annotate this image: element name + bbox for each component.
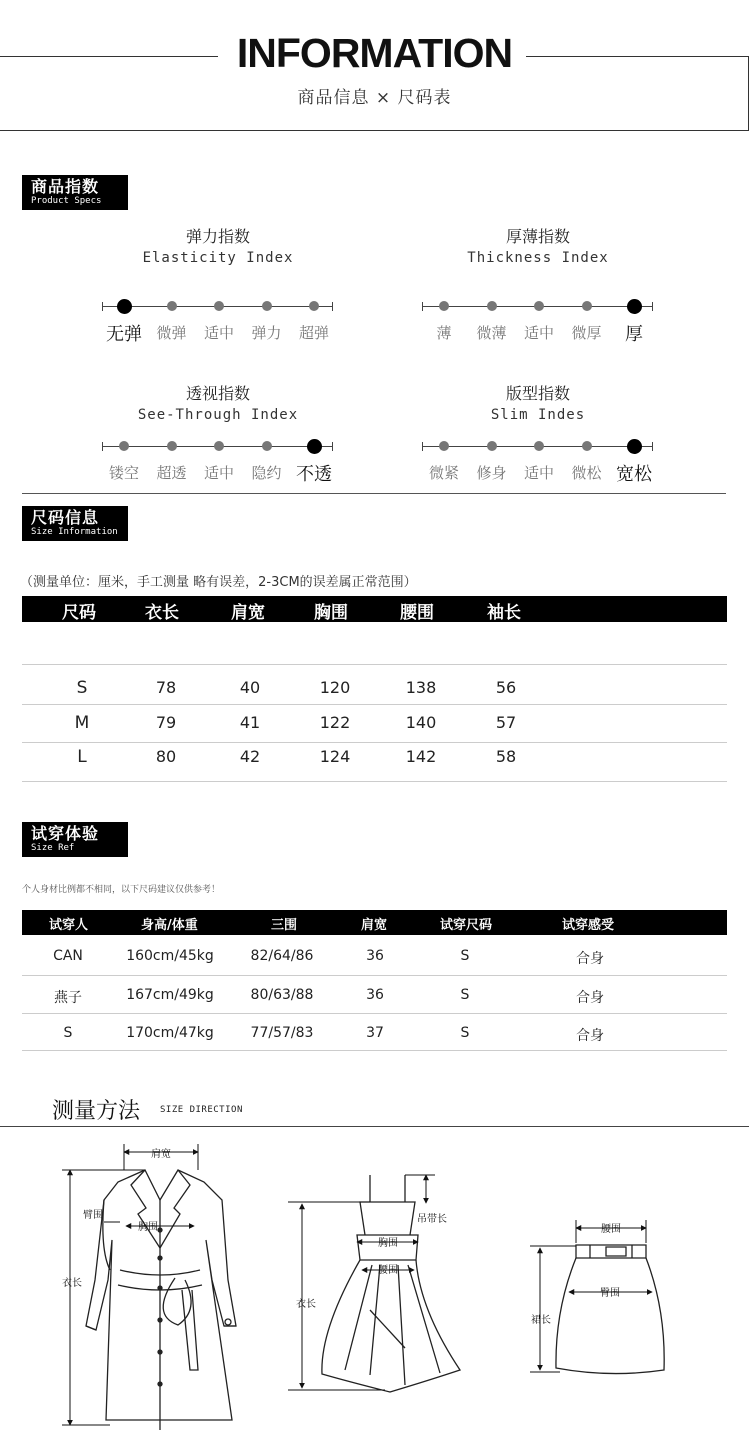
size-cell-value: 41 [239, 713, 261, 732]
tryon-cell: 160cm/45kg [126, 948, 214, 964]
tryon-cell: 36 [366, 987, 384, 1003]
index-dot [309, 301, 319, 311]
page-subtitle: 商品信息 × 尺码表 [297, 88, 452, 108]
tryon-cell: S [460, 987, 470, 1003]
index-dot [487, 441, 497, 451]
table-row-divider [22, 704, 727, 705]
table-row-divider [22, 1013, 727, 1014]
index-scale-label: 不透 [296, 464, 332, 485]
coat-length-label: 衣长 [62, 1278, 82, 1289]
table-row-divider [22, 781, 727, 782]
index-scale-label: 微厚 [571, 324, 602, 342]
section-subtitle: Size Ref [31, 843, 75, 853]
index-dot [214, 441, 224, 451]
tryon-cell: 合身 [576, 1028, 604, 1044]
coat-chest-label: 胸围 [138, 1222, 158, 1233]
index-dot [167, 441, 177, 451]
size-cell-value: 58 [495, 747, 517, 766]
index-scale-tick [652, 442, 653, 451]
index-dot-selected [627, 299, 642, 314]
index-scale-tick [332, 302, 333, 311]
tryon-cell: S [460, 948, 470, 964]
index-scale-label: 修身 [476, 464, 507, 482]
size-cell-value: 56 [495, 678, 517, 697]
section-badge-tryon [22, 822, 128, 857]
index-dot [119, 441, 129, 451]
tryon-header-cell: 肩宽 [361, 918, 388, 933]
index-scale-label: 微弹 [156, 324, 187, 342]
index-dot [534, 301, 544, 311]
index-scale-label: 宽松 [616, 464, 652, 485]
size-cell-label: L [77, 747, 87, 767]
size-cell-value: 57 [495, 713, 517, 732]
index-title-en: Elasticity Index [142, 250, 294, 266]
index-scale-label: 适中 [203, 464, 234, 482]
index-title-en: Thickness Index [467, 250, 609, 266]
index-title: 厚薄指数 [505, 227, 570, 246]
tryon-cell: 合身 [576, 990, 604, 1006]
table-row-divider [22, 742, 727, 743]
size-cell-value: 42 [239, 747, 261, 766]
index-title: 版型指数 [505, 384, 570, 403]
index-scale-label: 微紧 [428, 464, 459, 482]
index-title: 透视指数 [185, 384, 250, 403]
index-scale-label: 适中 [203, 324, 234, 342]
index-scale-tick [422, 442, 423, 451]
tryon-cell: 170cm/47kg [126, 1025, 214, 1041]
skirt-diagram [556, 1245, 664, 1374]
index-scale-label: 薄 [436, 324, 452, 342]
size-cell-value: 120 [319, 678, 351, 697]
index-scale-tick [102, 442, 103, 451]
dress-length-label: 衣长 [296, 1299, 316, 1310]
tryon-cell: 燕子 [54, 990, 82, 1006]
tryon-header-cell: 试穿尺码 [440, 918, 493, 933]
section-divider [22, 493, 726, 494]
size-cell-value: 122 [319, 713, 351, 732]
index-scale-tick [332, 442, 333, 451]
coat-shoulder-label: 肩宽 [151, 1149, 171, 1160]
tryon-note: 个人身材比例都不相同，以下尺码建议仅供参考！ [22, 885, 221, 895]
index-scale-label: 适中 [523, 324, 554, 342]
size-cell-value: 124 [319, 747, 351, 766]
index-title-en: See-Through Index [137, 407, 299, 423]
skirt-length-label: 裙长 [531, 1315, 551, 1326]
page-title: INFORMATION [236, 30, 513, 76]
measure-diagrams [0, 1130, 749, 1440]
index-dot-selected [117, 299, 132, 314]
index-scale-label: 适中 [523, 464, 554, 482]
dress-chest-label: 胸围 [378, 1238, 398, 1249]
tryon-cell: 37 [366, 1025, 384, 1041]
index-scale-tick [652, 302, 653, 311]
tryon-table-header [22, 910, 727, 935]
size-header-cell: 尺码 [62, 603, 96, 623]
table-row-divider [22, 1050, 727, 1051]
section-title: 商品指数 [31, 177, 100, 196]
size-cell-value: 80 [155, 747, 177, 766]
skirt-measures [530, 1220, 652, 1372]
size-cell-value: 142 [405, 747, 437, 766]
dress-strap-label: 吊带长 [417, 1214, 447, 1225]
table-row-divider [22, 975, 727, 976]
tryon-header-cell: 试穿人 [49, 918, 89, 933]
index-scale-label: 微薄 [476, 324, 507, 342]
index-scale-label: 超弹 [298, 324, 329, 342]
index-dot-selected [627, 439, 642, 454]
section-subtitle: Product Specs [31, 196, 102, 206]
tryon-cell: 合身 [576, 951, 604, 967]
section-badge-size [22, 506, 128, 541]
index-dot [582, 301, 592, 311]
size-header-cell: 腰围 [400, 603, 434, 623]
coat-arm-label: 臂围 [83, 1210, 103, 1221]
header-rule-bottom [0, 130, 749, 131]
size-note: （测量单位：厘米，手工测量 略有误差，2-3CM的误差属正常范围） [20, 575, 417, 590]
tryon-cell: CAN [53, 948, 83, 964]
index-scale-label: 厚 [625, 324, 643, 345]
size-cell-value: 78 [155, 678, 177, 697]
tryon-cell: 36 [366, 948, 384, 964]
dress-diagram [322, 1175, 460, 1392]
measure-rule [0, 1126, 749, 1127]
table-row-divider [22, 664, 727, 665]
size-cell-label: M [74, 713, 90, 733]
index-dot [487, 301, 497, 311]
index-scale-label: 弹力 [251, 324, 282, 342]
index-scale-label: 超透 [156, 464, 187, 482]
index-scale-label: 无弹 [106, 324, 142, 345]
index-dot-selected [307, 439, 322, 454]
size-cell-value: 140 [405, 713, 437, 732]
skirt-waist-label: 腰围 [601, 1224, 621, 1235]
index-dot [439, 441, 449, 451]
coat-diagram [86, 1170, 236, 1430]
skirt-hip-label: 臀围 [600, 1288, 620, 1299]
index-scale-tick [422, 302, 423, 311]
size-header-cell: 胸围 [314, 603, 348, 623]
index-dot [439, 301, 449, 311]
dress-waist-label: 腰围 [378, 1265, 398, 1276]
index-scale-label: 镂空 [108, 464, 139, 482]
tryon-cell: S [460, 1025, 470, 1041]
index-dot [167, 301, 177, 311]
measure-title: 测量方法 [52, 1099, 141, 1124]
size-header-cell: 肩宽 [231, 603, 265, 623]
index-dot [262, 301, 272, 311]
tryon-cell: S [63, 1025, 73, 1041]
index-dot [582, 441, 592, 451]
size-header-cell: 袖长 [487, 603, 521, 623]
index-dot [534, 441, 544, 451]
index-scale-label: 隐约 [251, 464, 282, 482]
section-title: 试穿体验 [31, 824, 100, 843]
section-badge-specs [22, 175, 128, 210]
section-subtitle: Size Information [31, 527, 118, 537]
index-title: 弹力指数 [185, 227, 250, 246]
size-cell-value: 138 [405, 678, 437, 697]
index-dot [262, 441, 272, 451]
index-scale-label: 微松 [571, 464, 602, 482]
size-cell-value: 79 [155, 713, 177, 732]
size-header-cell: 衣长 [145, 603, 179, 623]
tryon-cell: 167cm/49kg [126, 987, 214, 1003]
tryon-cell: 77/57/83 [250, 1025, 314, 1041]
tryon-header-cell: 三围 [271, 918, 298, 933]
index-scale-tick [102, 302, 103, 311]
size-cell-label: S [76, 678, 88, 698]
tryon-cell: 82/64/86 [250, 948, 314, 964]
section-title: 尺码信息 [31, 508, 100, 527]
coat-measures [62, 1144, 198, 1425]
tryon-header-cell: 试穿感受 [562, 918, 615, 933]
tryon-cell: 80/63/88 [250, 987, 314, 1003]
size-cell-value: 40 [239, 678, 261, 697]
index-dot [214, 301, 224, 311]
measure-subtitle: SIZE DIRECTION [160, 1105, 243, 1115]
size-table-header [22, 596, 727, 622]
tryon-header-cell: 身高/体重 [141, 918, 198, 933]
index-title-en: Slim Indes [490, 407, 586, 423]
